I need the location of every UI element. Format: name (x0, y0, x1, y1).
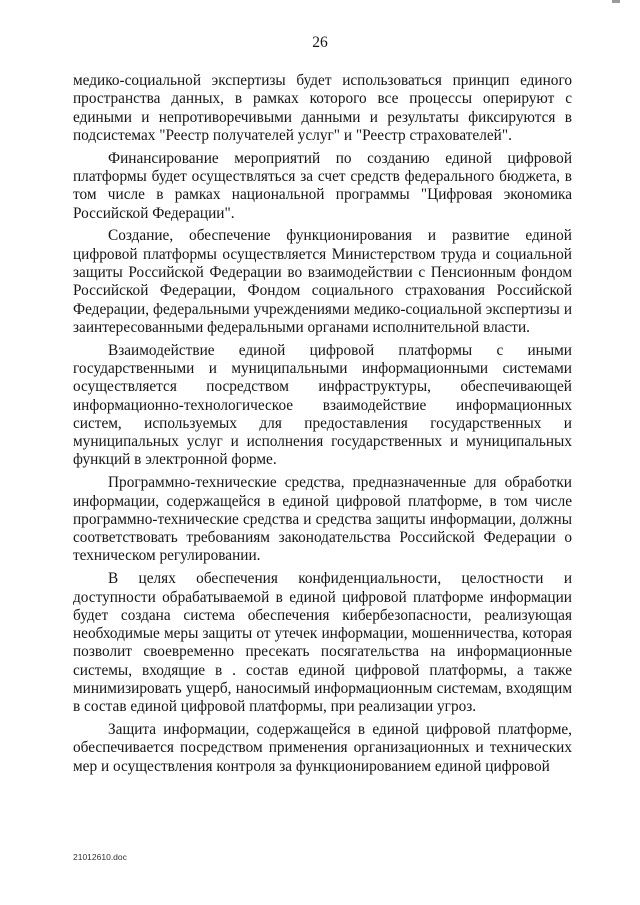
paragraph-interaction: Взаимодействие единой цифровой платформы с иными государственными и муниципальными информационными системами осуществляется посредством инфраструктуры, обеспечивающей информационно-технологическое взаимодействие информационных систем, используемых для предоставления государственных и муниципальных услуг и исполнения государственных и муниципальных функций в электронной форме. (73, 341, 572, 469)
paragraph-financing: Финансирование мероприятий по созданию единой цифровой платформы будет осуществляться за счет средств федерального бюджета, в том числе в рамках национальной программы "Цифровая экономика Российской Федерации". (73, 149, 572, 222)
page-number: 26 (312, 34, 328, 51)
scan-artifact (612, 0, 620, 3)
document-body (73, 72, 572, 780)
paragraph-software: Программно-технические средства, предназначенные для обработки информации, содержащейся в единой цифровой платформе, в том числе программно-технические средства и средства защиты информации, должны соответствовать требованиям законодательства Российской Федерации о техническом регулировании. (73, 474, 572, 565)
paragraph-creation: Создание, обеспечение функционирования и развитие единой цифровой платформы осуществляется Министерством труда и социальной защиты Российской Федерации во взаимодействии с Пенсионным фондом Российской Федерации, Фондом социального страхования Российской Федерации, федеральными учреждениями медико-социальной экспертизы и заинтересованными федеральными органами исполнительной власти. (73, 227, 572, 336)
document-filename: 21012610.doc (73, 852, 127, 862)
paragraph-security: В целях обеспечения конфиденциальности, целостности и доступности обрабатываемой в единой цифровой платформе информации будет создана система обеспечения кибербезопасности, реализующая необходимые меры защиты от утечек информации, мошенничества, которая позволит своевременно пресекать посягательства на информационные системы, входящие в . состав единой цифровой платформы, а также минимизировать ущерб, наносимый информационным системам, входящим в состав единой цифровой платформы, при реализации угроз. (73, 570, 572, 716)
paragraph-continuation: медико-социальной экспертизы будет использоваться принцип единого пространства данных, в рамках которого все процессы оперируют с едиными и непротиворечивыми данными и результаты фиксируются в подсистемах "Реестр получателей услуг" и "Реестр страхователей". (73, 72, 572, 144)
paragraph-protection: Защита информации, содержащейся в единой цифровой платформе, обеспечивается посредством применения организационных и технических мер и осуществления контроля за функционированием единой цифровой (73, 721, 572, 775)
